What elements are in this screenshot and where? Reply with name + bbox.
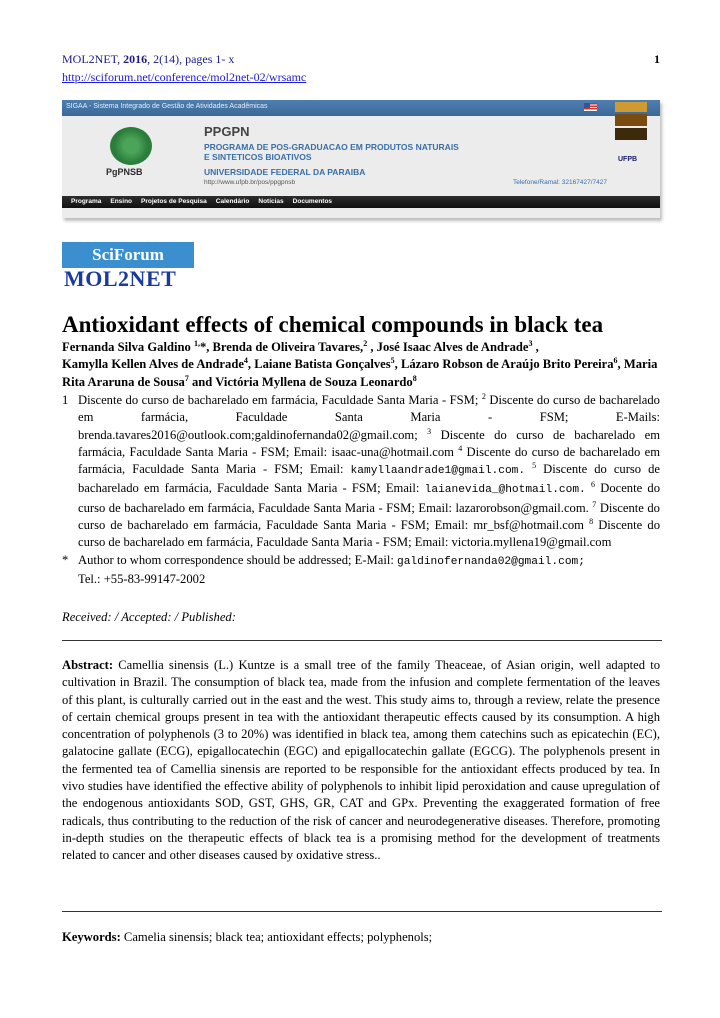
author-name: Kamylla Kellen Alves de Andrade (62, 357, 244, 372)
email-link[interactable]: laianevida_@hotmail.com. (424, 484, 586, 497)
author-name: Laiane Batista Gonçalves (254, 357, 391, 372)
sciforum-badge: SciForum (62, 242, 194, 268)
nav-item-ensino[interactable]: Ensino (110, 198, 133, 205)
phone-value: 32167427/7427 (561, 179, 607, 186)
author-name: Lázaro Robson de Araújo Brito Pereira (400, 357, 614, 372)
nav-item-noticias[interactable]: Notícias (258, 198, 284, 205)
nav-item-calendario[interactable]: Calendário (215, 198, 250, 205)
banner-top-bar (62, 100, 660, 116)
article-title: Antioxidant effects of chemical compounds in black tea (62, 312, 604, 337)
program-name: PROGRAMA DE POS-GRADUACAO EM PRODUTOS NATURAIS E SINTETICOS BIOATIVOS (204, 142, 459, 162)
abstract (62, 657, 660, 865)
keywords-label: Keywords: (62, 930, 121, 944)
page-number: 1 (654, 52, 660, 66)
keywords (62, 930, 660, 945)
nav-item-documentos[interactable]: Documentos (292, 198, 333, 205)
affiliation-block: 1 Discente do curso de bacharelado em farmácia, Faculdade Santa Maria - FSM; $^2$ Discente do curso de bacharelado em farmácia, Faculdade Santa Maria - FSM; E-Mails: brenda.tavares2016@outlook.com;galdinofernanda02@gmail.com; $^3$ Discente do curso de bacharelado em farmácia, Faculdade Santa Maria - FSM; Email: isaac-una@hotmail.com $^4$ Discente do curso de bacharelado em farmácia, Faculdade Santa Maria - FSM; Email: kamyllaandrade1@gmail.com. $^5$ Discente do curso de bacharelado em farmácia, Faculdade Santa Maria - FSM; Email: laianevida_@hotmail.com. $^6$ Docente do curso de bacharelado em farmácia, Faculdade Santa Maria - FSM; Email: lazarorobson@gmail.com. $^7$ Discente do curso de bacharelado em farmácia, Faculdade Santa Maria - FSM; Email: mr_bsf@hotmail.com $^8$ Discente do curso de bacharelado em farmácia, Faculdade Santa Maria - FSM; Email: victoria.myllena19@gmail.com (62, 391, 660, 550)
author-name: José Isaac Alves de Andrade (376, 340, 529, 354)
telephone: Tel.: +55-83-99147-2002 (78, 571, 206, 586)
phone-info (513, 179, 607, 186)
email-link[interactable]: kamyllaandrade1@gmail.com. (350, 465, 526, 478)
ufpb-crest-icon (615, 102, 647, 154)
banner-nav (62, 196, 660, 208)
journal-citation: MOL2NET, 2016, 2(14), pages 1- x (62, 52, 235, 66)
abstract-label: Abstract: (62, 658, 114, 672)
nav-item-programa[interactable]: Programa (71, 198, 102, 205)
author-list: Fernanda Silva Galdino $^{1,}$*, Brenda de Oliveira Tavares,$^2$ , José Isaac Alves de Andrade$^3$ , Kamylla Kellen Alves de Andrade$^4$, Laiane Batista Gonçalves$^5$, Lázaro Robson de Araújo Brito Pereira$^6$, Maria Rita Araruna de Sousa$^7$ and Victória Myllena de Souza Leonardo$^8$ (62, 338, 658, 389)
logo-label: PgPNSB (106, 167, 143, 177)
author-name: Maria Rita Araruna de Sousa (62, 357, 658, 389)
nav-item-projetos[interactable]: Projetos de Pesquisa (141, 198, 207, 205)
english-flag-icon[interactable] (584, 103, 597, 112)
program-site[interactable]: http://www.ufpb.br/pos/ppgpnsb (204, 179, 296, 186)
mol2net-logo: MOL2NET (64, 266, 177, 291)
pgpnsb-logo-icon (110, 127, 152, 165)
divider (62, 911, 662, 912)
conference-link[interactable]: http://sciforum.net/conference/mol2net-02/wrsamc (62, 70, 307, 84)
divider (62, 640, 662, 641)
received-dates: Received: / Accepted: / Published: (62, 610, 236, 624)
running-header (62, 52, 660, 67)
author-name: Brenda de Oliveira Tavares, (212, 340, 364, 354)
system-name: SIGAA - Sistema Integrado de Gestão de Atividades Acadêmicas (66, 103, 268, 110)
program-banner (62, 100, 660, 218)
email-link[interactable]: galdinofernanda02@gmail.com; (396, 555, 585, 568)
correspondence-block: * Author to whom correspondence should be addressed; E-Mail: galdinofernanda02@gmail.com; Tel.: +55-83-99147-2002 (62, 552, 585, 586)
crest-label: UFPB (618, 156, 638, 163)
author-name: Victória Myllena de Souza Leonardo (215, 374, 413, 389)
correspondence-marker: * (62, 552, 69, 567)
affiliations (62, 392, 660, 588)
university-name: UNIVERSIDADE FEDERAL DA PARAIBA (204, 167, 366, 177)
affiliation-marker: 1 (62, 393, 69, 407)
author-name: Fernanda Silva Galdino (62, 340, 191, 354)
phone-label: Telefone/Ramal: (513, 179, 560, 186)
program-acronym: PPGPN (204, 124, 250, 139)
abstract-text: Camellia sinensis (L.) Kuntze is a small tree of the family Theaceae, of Asian origin, well adapted to cultivation in Brazil. The consumption of black tea, made from the infusion and complete fermentation of the leaves of this plant, is culturally carried out in the east and the west. This study aims to, through a review, relate the presence of certain chemical groups present in tea with the antioxidant therapeutic effects caused by its consumption. A high concentration of polyphenols (3 to 20%) was identified in black tea, among them catechins such as epicatechin (EC), galatocine gallate (ECG), epigallocatechin (EGC) and epigallocatechin gallate (EGCG). The polyphenols present in the fermented tea of Camellia sinensis are reported to be responsible for the antioxidant effects produced by tea. In vivo studies have identified the effective ability of polyphenols to inhibit lipid peroxidation and cause upregulation of the endogenous antioxidants SOD, GST, GHS, GR, CAT and GPx. Preventing the exaggerated formation of free radicals, thus contributing to the reduction of the risk of cancer and neurodegenerative diseases. Therefore, promoting in-depth studies on the therapeutic effects of black tea is a promising method for the development of treatments related to cancer and other diseases caused by oxidative stress.. (62, 658, 660, 863)
keywords-text: Camelia sinensis; black tea; antioxidant effects; polyphenols; (123, 930, 433, 944)
